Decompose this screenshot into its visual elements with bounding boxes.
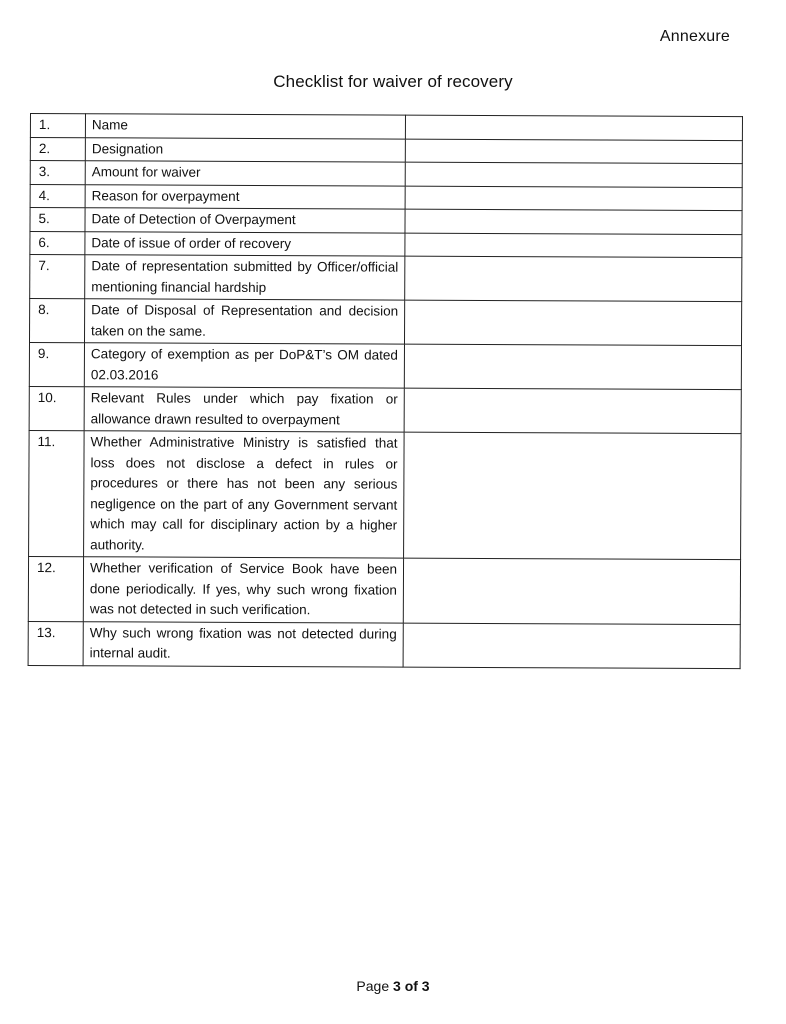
table-row (30, 114, 742, 141)
table-row (29, 343, 741, 390)
row-item: Designation (85, 137, 405, 162)
page-total: 3 (421, 978, 430, 994)
table-row (30, 137, 742, 164)
row-number: 8. (29, 299, 84, 343)
row-number: 3. (30, 161, 85, 185)
row-number: 2. (30, 137, 85, 161)
row-number: 6. (30, 231, 85, 255)
table-row (30, 231, 742, 258)
checklist-table (28, 113, 743, 669)
row-value (404, 344, 741, 389)
row-number: 5. (30, 208, 85, 232)
row-item: Date of Detection of Overpayment (85, 208, 405, 233)
row-number: 11. (29, 430, 85, 556)
table-row (29, 386, 741, 433)
row-item: Name (85, 114, 405, 139)
table-row (30, 208, 742, 235)
row-number: 7. (30, 255, 85, 299)
row-item: Date of Disposal of Representation and decision taken on the same. (84, 299, 404, 344)
row-value (405, 186, 742, 211)
row-item: Whether verification of Service Book have been done periodically. If yes, why such wrong fixation was not detected in such verification. (83, 557, 403, 623)
table-row (30, 255, 742, 302)
page-of: of (404, 978, 418, 994)
table-row (30, 184, 742, 211)
page-footer (0, 978, 786, 994)
row-number: 10. (29, 386, 84, 430)
row-value (403, 558, 740, 624)
row-number: 12. (28, 556, 83, 621)
table-row (29, 430, 742, 559)
row-value (405, 115, 742, 140)
row-item: Category of exemption as per DoP&T’s OM dated 02.03.2016 (84, 343, 404, 388)
row-value (405, 256, 742, 301)
row-number: 9. (29, 343, 84, 387)
row-value (404, 300, 741, 345)
row-item: Date of issue of order of recovery (85, 231, 405, 256)
row-number: 1. (30, 114, 85, 138)
page-current: 3 (393, 978, 401, 994)
row-item: Relevant Rules under which pay fixation or allowance drawn resulted to overpayment (84, 387, 404, 432)
row-value (404, 388, 741, 433)
row-value (404, 432, 742, 559)
row-item: Amount for waiver (85, 161, 405, 186)
table-row (29, 299, 741, 346)
row-item: Reason for overpayment (85, 184, 405, 209)
row-value (405, 233, 742, 258)
row-item: Whether Administrative Ministry is satisfied that loss does not disclose a defect in rules or procedures or there has not been any serious negligence on the part of any Government servant which may call for disciplinary action by a higher authority. (84, 431, 405, 558)
row-number: 4. (30, 184, 85, 208)
row-value (405, 162, 742, 187)
row-value (405, 139, 742, 164)
page-title: Checklist for waiver of recovery (273, 72, 513, 91)
row-item: Date of representation submitted by Officer/official mentioning financial hardship (85, 255, 405, 300)
table-row (30, 161, 742, 188)
row-value (405, 209, 742, 234)
row-item: Why such wrong fixation was not detected during internal audit. (83, 621, 403, 666)
table-row (28, 621, 740, 668)
annexure-label: Annexure (659, 28, 730, 45)
row-value (403, 623, 740, 668)
row-number: 13. (28, 621, 83, 665)
table-row (28, 556, 740, 624)
page-prefix: Page (356, 978, 390, 994)
